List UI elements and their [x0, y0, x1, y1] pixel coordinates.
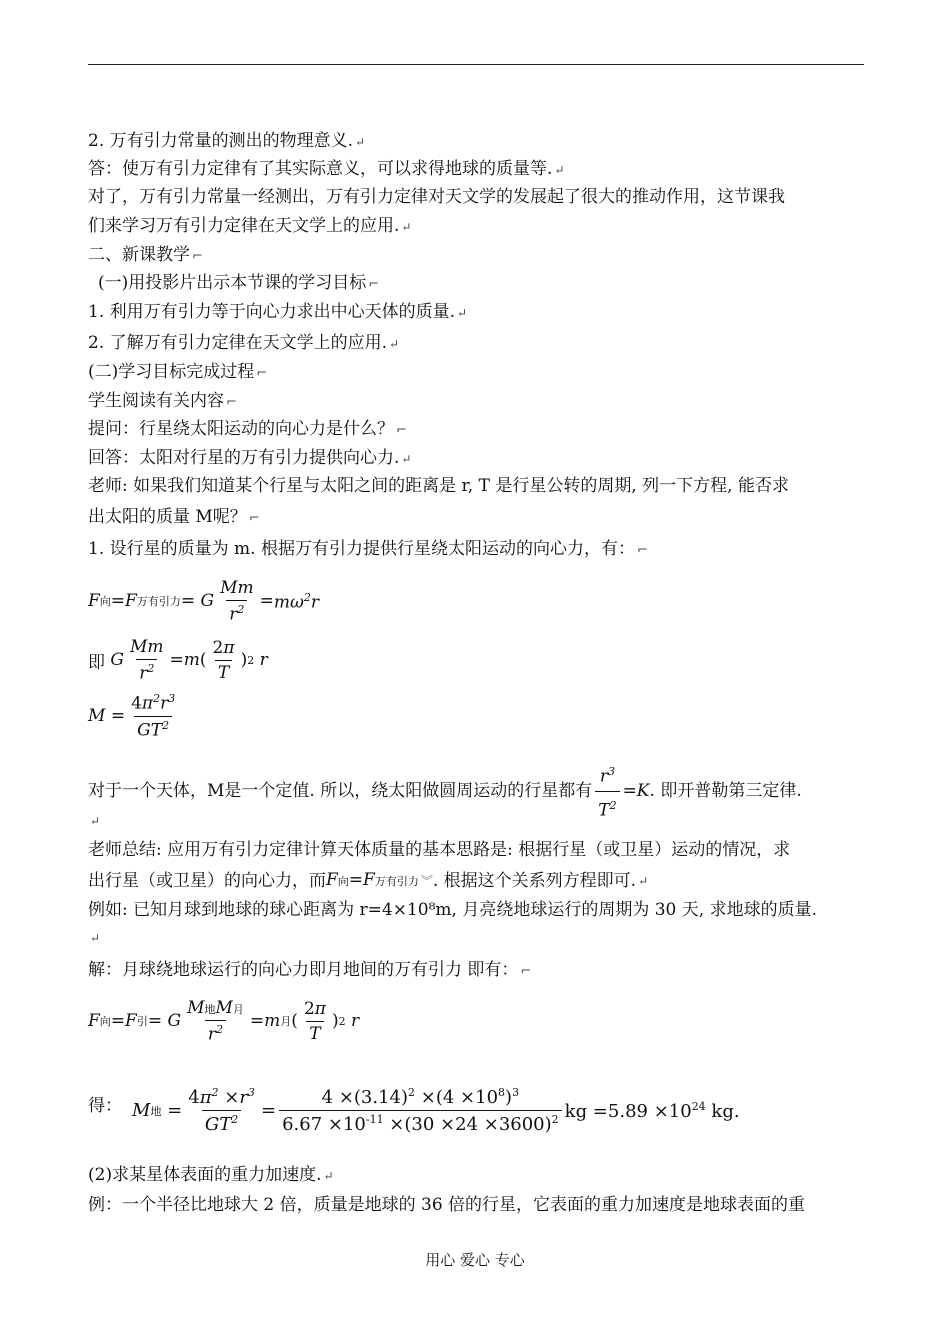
section-heading: 二、新课教学 ⌐ — [88, 245, 203, 265]
example-line: 例如: 已知月球到地球的球心距离为 r=4×10⁸m, 月亮绕地球运行的周期为 30 天, 求地球的质量. — [88, 900, 817, 920]
summary-formula: F向=F万有引力 — [326, 870, 419, 890]
kepler-fraction: $\frac{r^3}{T^2}$ — [595, 760, 619, 822]
text-line-3: 对了，万有引力常量一经测出，万有引力定律对天文学的发展起了很大的推动作用，这节课我 — [88, 187, 785, 207]
answer-line: 回答：太阳对行星的万有引力提供向心力. ↵ — [88, 448, 412, 468]
solution-line: 解：月球绕地球运行的向心力即月地间的万有引力 即有： ⌐ — [88, 960, 532, 980]
result-label: 得： — [88, 1096, 122, 1116]
text-line-reading: 学生阅读有关内容 ⌐ — [88, 391, 237, 411]
summary-line-2: 出行星（或卫星）的向心力，而 F向=F万有引力 ︾ . 根据这个关系列方程即可. ↵ — [88, 868, 648, 894]
formula-5: M 地 = $\frac{4\pi^2 \times r^3}{GT^2}$ = $\frac{4 \times(3.14)^2 \times(4 \times 10^8)^3}{6.67 \times 10^{-11} \times(30 \times 24 \times 3600)^2}$ kg $=5.89 \times 10^{24}$ kg. — [132, 1086, 740, 1135]
gravity-example-line: 例：一个半径比地球大 2 倍，质量是地球的 36 倍的行星，它表面的重力加速度是地球表面的重 — [88, 1195, 806, 1215]
subsection-gravity: (2)求某星体表面的重力加速度. ↵ — [88, 1165, 334, 1185]
goal-item-1: 1. 利用万有引力等于向心力求出中心天体的质量. ↵ — [88, 302, 468, 322]
goal-item-2: 2. 了解万有引力定律在天文学上的应用. ↵ — [88, 333, 400, 353]
subsection-heading-1: (一)用投影片出示本节课的学习目标 ⌐ — [98, 273, 380, 293]
formula-1: F 向 = F 万有引力 = G $\frac{Mm}{r^2}$ = $m\omega^2r$ — [88, 578, 319, 625]
formula-3: M = $\frac{4\pi^2r^3}{GT^2}$ — [88, 692, 176, 741]
kepler-line: 对于一个天体，M是一个定值. 所以，绕太阳做圆周运动的行星都有 $\frac{r^3}{T^2}$ =K . 即开普勒第三定律. — [88, 760, 802, 822]
step-line-1: 1. 设行星的质量为 m. 根据万有引力提供行星绕太阳运动的向心力，有： ⌐ — [88, 539, 648, 559]
question-line: 提问：行星绕太阳运动的向心力是什么？ ⌐ — [88, 419, 407, 439]
teacher-line-2: 出太阳的质量 M呢？ ⌐ — [88, 507, 260, 527]
header-rule — [88, 64, 864, 65]
text-line-4: 们来学习万有引力定律在天文学上的应用. ↵ — [88, 216, 412, 236]
page-footer: 用心 爱心 专心 — [425, 1251, 525, 1269]
subsection-heading-2: (二)学习目标完成过程 ⌐ — [88, 362, 268, 382]
text-line-2: 答：使万有引力定律有了其实际意义，可以求得地球的质量等. ↵ — [88, 159, 565, 179]
example-mark: ↵ — [90, 931, 101, 945]
kepler-mark: ↵ — [90, 814, 101, 828]
formula-4: F 向 = F 引 = G $\frac{\text{M地M月}}{r^2}$ = m 月 ( $\frac{2\pi}{T}$ ) 2 r — [88, 998, 360, 1045]
teacher-line-1: 老师: 如果我们知道某个行星与太阳之间的距离是 r, T 是行星公转的周期, 列一下方程, 能否求 — [88, 476, 789, 496]
text-line-1: 2. 万有引力常量的测出的物理意义. ↵ — [88, 131, 366, 151]
formula-2: 即 G $\frac{Mm}{r^2}$ = m ( $\frac{2\pi}{T}$ ) 2 r — [88, 637, 268, 684]
summary-line-1: 老师总结: 应用万有引力定律计算天体质量的基本思路是: 根据行星（或卫星）运动的情况，求 — [88, 840, 791, 860]
